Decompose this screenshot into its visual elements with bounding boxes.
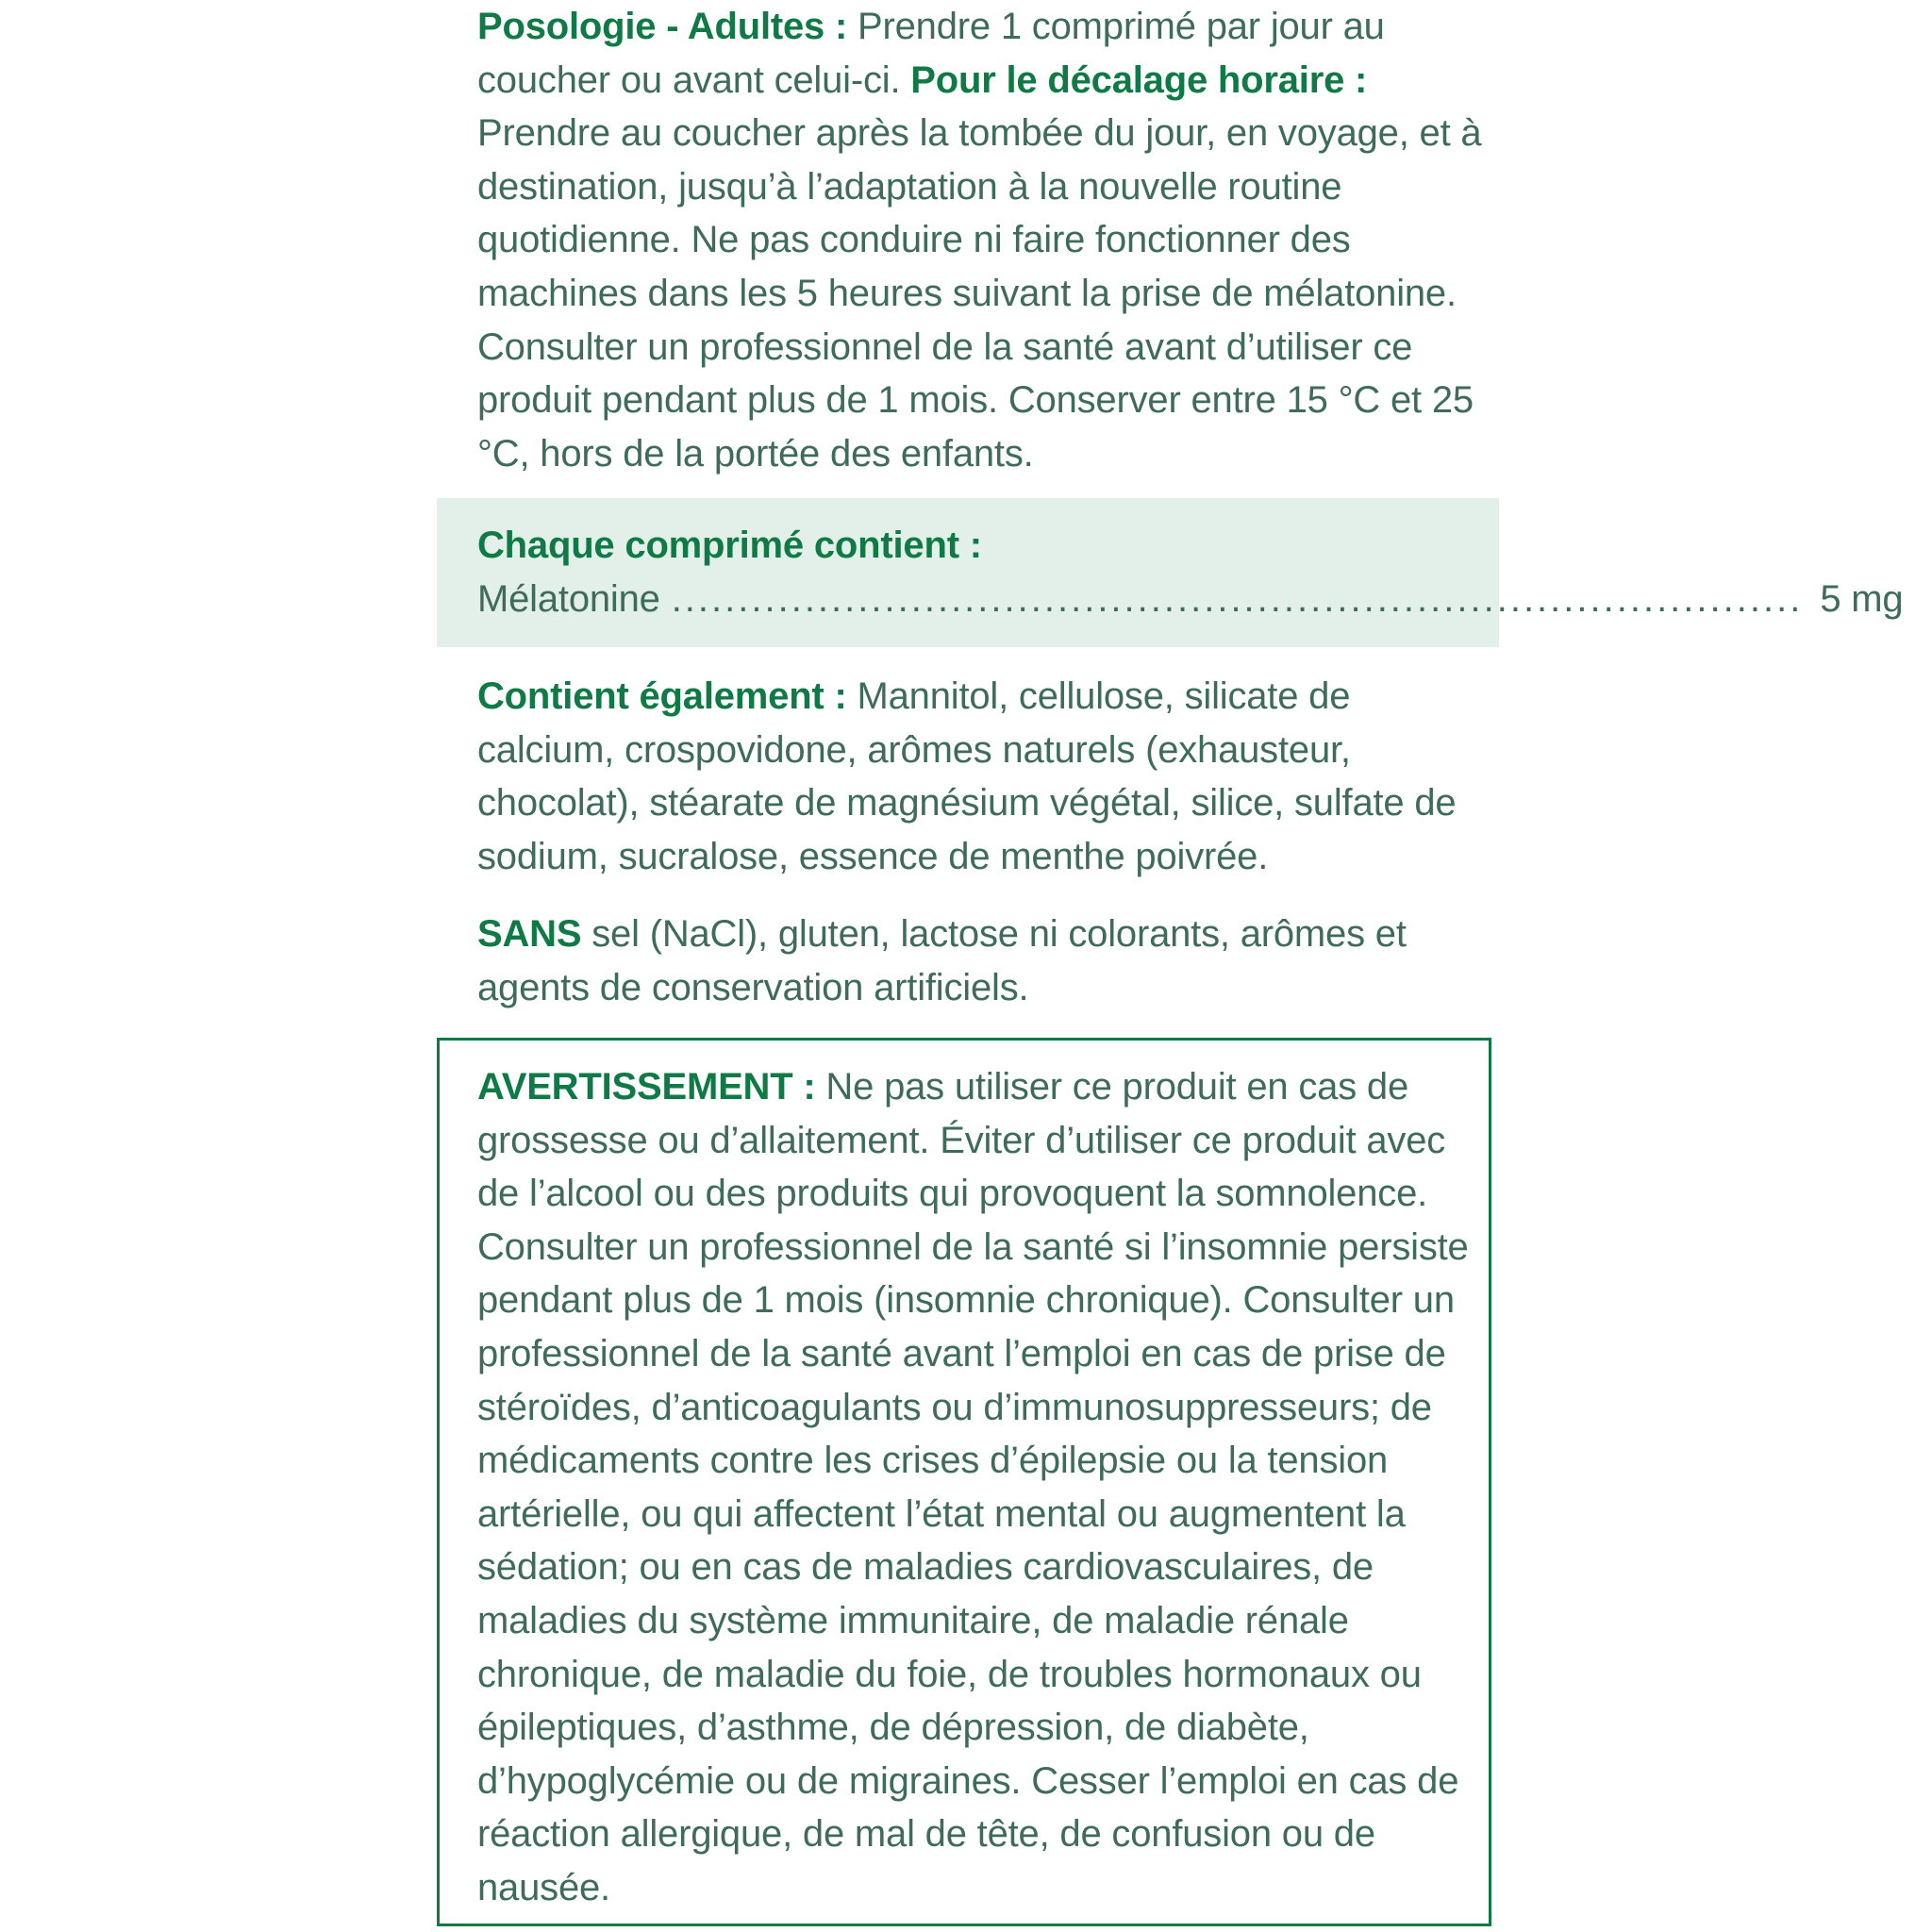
also-contains-section	[477, 670, 1487, 883]
dosage-heading: Posologie - Adultes :	[477, 6, 848, 47]
warning-heading: AVERTISSEMENT :	[477, 1066, 816, 1108]
also-contains-heading: Contient également :	[477, 675, 847, 717]
free-of-heading: SANS	[477, 913, 582, 955]
warning-section	[477, 1060, 1487, 1915]
free-of-text: sel (NaCl), gluten, lactose ni colorants, arômes et agents de conservation artificiels.	[477, 913, 1407, 1008]
jetlag-text: Prendre au coucher après la tombée du jour, en voyage, et à destination, jusqu’à l’adaptation à la nouvelle routine quotidienne. Ne pas conduire ni faire fonctionner des machines dans les 5 heures suivant la prise de mélatonine. Consulter un professionnel de la santé avant d’utiliser ce produit pendant plus de 1 mois. Conserver entre 15 °C et 25 °C, hors de la portée des enfants.	[477, 112, 1482, 475]
composition-heading: Chaque comprimé contient :	[477, 525, 982, 566]
warning-text: Ne pas utiliser ce produit en cas de grossesse ou d’allaitement. Éviter d’utiliser ce produit avec de l’alcool ou des produits qui provoquent la somnolence. Consulter un professionnel de la santé si l’insomnie persiste pendant plus de 1 mois (insomnie chronique). Consulter un professionnel de la santé avant l’emploi en cas de prise de stéroïdes, d’anticoagulants ou d’immunosuppresseurs; de médicaments contre les crises d’épilepsie ou la tension artérielle, ou qui affectent l’état mental ou augmentent la sédation; ou en cas de maladies cardiovasculaires, de maladies du système immunitaire, de maladie rénale chronique, de maladie du foie, de troubles hormonaux ou épileptiques, d’asthme, de dépression, de diabète, d’hypoglycémie ou de migraines. Cesser l’emploi en cas de réaction allergique, de mal de tête, de confusion ou de nausée.	[477, 1066, 1469, 1908]
jetlag-heading: Pour le décalage horaire :	[910, 58, 1368, 101]
dosage-section	[477, 0, 1487, 480]
ingredient-name: Mélatonine	[477, 577, 660, 620]
dosage-text: Prendre 1 comprimé par jour au coucher ou avant celui-ci.	[477, 6, 1385, 101]
ingredient-amount: 5 mg	[1820, 577, 1904, 620]
ingredient-row	[477, 573, 1904, 626]
also-contains-text: Mannitol, cellulose, silicate de calcium, crospovidone, arômes naturels (exhausteur, chocolat), stéarate de magnésium végétal, silice, sulfate de sodium, sucralose, essence de menthe poivrée.	[477, 675, 1457, 877]
composition-section	[477, 519, 1904, 625]
dot-leader: .....................................................................................	[671, 577, 1804, 620]
free-of-section	[477, 908, 1487, 1014]
